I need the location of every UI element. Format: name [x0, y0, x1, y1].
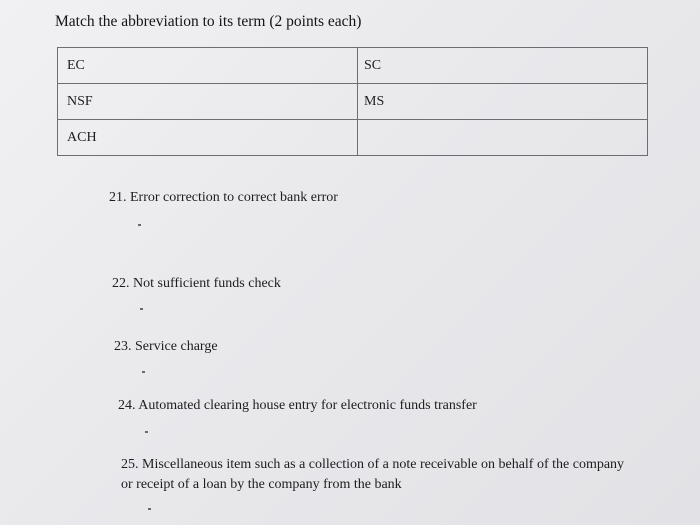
answer-blank-mark: [145, 431, 148, 433]
abbreviation-cell: NSF: [58, 84, 358, 120]
answer-blank-mark: [148, 508, 151, 510]
question-22: 22. Not sufficient funds check: [112, 276, 281, 291]
abbreviation-cell: MS: [358, 84, 648, 120]
table-row: [58, 48, 648, 84]
empty-cell: [358, 120, 648, 156]
abbreviation-cell: ACH: [58, 120, 358, 156]
question-25-line-2: or receipt of a loan by the company from the bank: [121, 477, 402, 492]
question-21: 21. Error correction to correct bank error: [109, 190, 338, 205]
table-row: [58, 120, 648, 156]
abbreviation-table: [57, 47, 648, 156]
question-25-line-1: 25. Miscellaneous item such as a collection of a note receivable on behalf of the company: [121, 457, 625, 472]
table-row: [58, 84, 648, 120]
answer-blank-mark: [140, 308, 143, 310]
abbreviation-cell: SC: [358, 48, 648, 84]
answer-blank-mark: [138, 224, 141, 226]
question-24: 24. Automated clearing house entry for electronic funds transfer: [118, 398, 477, 413]
question-25: [121, 455, 624, 495]
instructions-title: Match the abbreviation to its term (2 points each): [55, 13, 362, 30]
answer-blank-mark: [142, 371, 145, 373]
abbreviation-cell: EC: [58, 48, 358, 84]
question-23: 23. Service charge: [114, 339, 218, 354]
